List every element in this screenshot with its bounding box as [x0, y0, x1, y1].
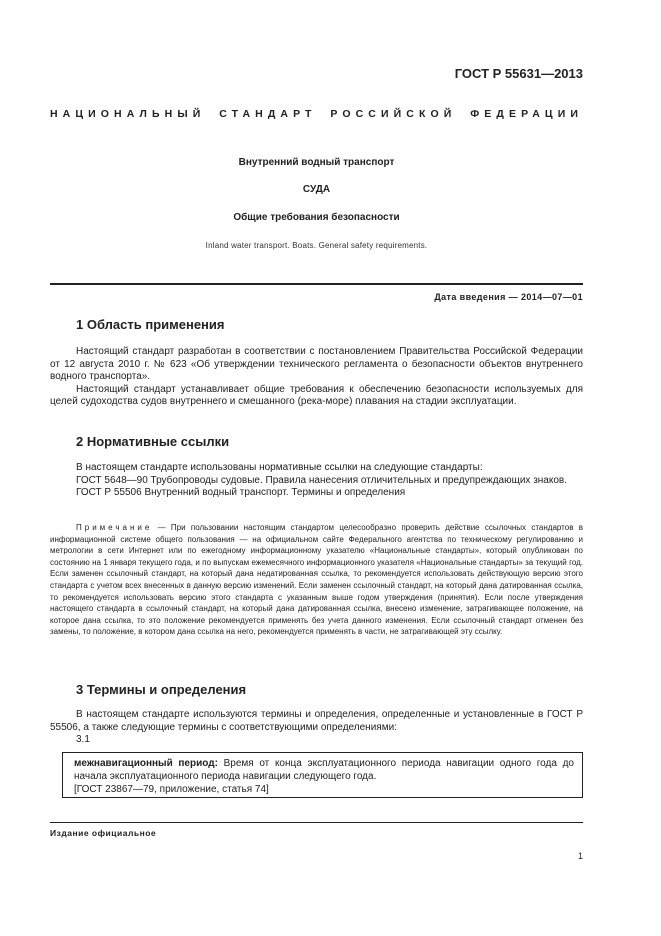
section-2-note [50, 522, 583, 638]
note-text: — При пользовании настоящим стандартом целесообразно проверить действие ссылочных стандартов в информационной системе общего пользования — на официальном сайте Федерального агентства по техническому регулированию и метрологии в сети Интернет или по ежегодному информационному указателю «Национальные стандарты», который опубликован по состоянию на 1 января текущего года, и по выпускам ежемесячного информационного указателя «Национальные стандарты» за текущий год. Если заменен ссылочный стандарт, на который дана недатированная ссылка, то рекомендуется использовать действующую версию этого стандарта с учетом всех внесенных в данную версию изменений. Если заменен ссылочный стандарт, на который дана датированная ссылка, то рекомендуется использовать версию этого стандарта с указанным выше годом утверждения (принятия). Если после утверждения настоящего стандарта в ссылочный стандарт, на который дана датированная ссылка, внесено изменение, затрагивающее положение, на которое дана ссылка, то это положение рекомендуется применять без учета данного изменения. Если ссылочный стандарт отменен без замены, то положение, в котором дана ссылка на него, рекомендуется применять в части, не затрагивающей эту ссылку. [50, 523, 583, 637]
term-name: межнавигационный период: [74, 758, 218, 769]
term-definition [74, 758, 574, 783]
footer-divider [50, 822, 583, 823]
title-english: Inland water transport. Boats. General safety requirements. [205, 241, 428, 250]
term-source: [ГОСТ 23867—79, приложение, статья 74] [74, 784, 269, 795]
section-3-body [50, 709, 583, 747]
term-definition-box [62, 752, 583, 798]
section-3-heading: 3 Термины и определения [76, 682, 247, 697]
term-text: Время от конца эксплуатационного периода навигации одного года до начала эксплуатационного периода навигации следующего года. [74, 758, 574, 782]
title-line-1: Внутренний водный транспорт [238, 157, 395, 168]
section-1-paragraph-2: Настоящий стандарт устанавливает общие требования к обеспечению безопасности используемых для целей судоходства судов внутреннего и смешанного (река-море) плавания на стадии эксплуатации. [50, 383, 583, 408]
section-2-paragraph-2: ГОСТ 5648—90 Трубопроводы судовые. Правила нанесения отличительных и предупреждающих знаков. [76, 474, 568, 486]
section-2-paragraph-3: ГОСТ Р 55506 Внутренний водный транспорт. Термины и определения [76, 487, 406, 499]
section-2-heading: 2 Нормативные ссылки [76, 434, 230, 449]
section-3-paragraph-1: В настоящем стандарте используются термины и определения, определенные и установленные в ГОСТ Р 55506, а также следующие термины с соответствующими определениями: [50, 709, 583, 733]
section-1-paragraph-1: Настоящий стандарт разработан в соответствии с постановлением Правительства Российской Федерации от 12 августа 2010 г. № 623 «Об утверждении технического регламента о безопасности объектов внутреннего водного транспорта». [50, 346, 583, 383]
title-line-3: Общие требования безопасности [233, 212, 400, 223]
introduction-date: Дата введения — 2014—07—01 [434, 292, 583, 302]
section-1-heading: 1 Область применения [76, 317, 225, 332]
national-standard-banner: НАЦИОНАЛЬНЫЙ СТАНДАРТ РОССИЙСКОЙ ФЕДЕРАЦИИ [50, 108, 583, 120]
note-label: Примечание [76, 523, 153, 532]
edition-label: Издание официальное [50, 828, 157, 838]
title-line-2: СУДА [302, 184, 331, 195]
section-1-body [50, 346, 583, 409]
title-divider [50, 283, 583, 285]
page-number: 1 [577, 851, 583, 861]
standard-number: ГОСТ Р 55631—2013 [454, 66, 583, 81]
term-item-number: 3.1 [76, 734, 90, 746]
section-2-body [50, 462, 583, 500]
section-2-paragraph-1: В настоящем стандарте использованы нормативные ссылки на следующие стандарты: [76, 462, 483, 473]
